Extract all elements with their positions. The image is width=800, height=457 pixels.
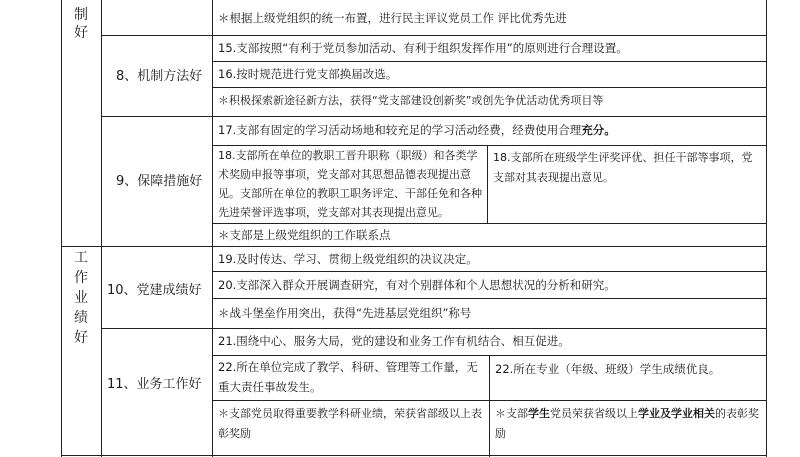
category-part1-label: 制 好 [74, 7, 88, 41]
cat10-label: 10、党建成绩好 [107, 283, 202, 298]
category-part2-label: 工 作 业 绩 好 [74, 250, 88, 346]
split-divider-22 [489, 356, 490, 457]
cat11-row22-right: 22.所在专业（年级、班级）学生成绩优良。 [495, 362, 721, 376]
star-right-bold2: 学业及学业相关 [638, 407, 715, 420]
cat11-row22-left: 22.所在单位完成了教学、科研、管理等工作量，无重大责任事故发生。 [218, 360, 478, 394]
cat9-row17-bold: 充分。 [581, 123, 616, 137]
row-line-21 [212, 355, 767, 356]
cat11-star-left: ＊支部党员取得重要教学科研业绩，荣获省部级以上表彰奖励 [218, 407, 482, 440]
row-line-top-star [101, 35, 767, 36]
row-line-part1-end [61, 246, 767, 247]
row-line-22 [212, 400, 767, 401]
cat8-row16: 16.按时规范进行党支部换届改选。 [218, 67, 398, 81]
cat10-row19: 19.及时传达、学习、贯彻上级党组织的决议决定。 [218, 252, 478, 266]
row-line-15 [212, 61, 767, 62]
cat9-row18-right: 18.支部所在班级学生评奖评优、担任干部等事项，党支部对其表现提出意见。 [493, 151, 753, 184]
star-right-part1: ＊支部 [495, 407, 528, 420]
cat8-row15: 15.支部按照“有利于党员参加活动、有利于组织发挥作用”的原则进行合理设置。 [218, 41, 628, 55]
star-right-part3: 的表彰奖励 [495, 407, 759, 440]
cat9-star: ＊支部是上级党组织的工作联系点 [218, 228, 391, 242]
row-line-cat10-end [101, 328, 767, 329]
row-line-cat8-end [101, 116, 767, 117]
top-star-text: ＊根据上级党组织的统一布置，进行民主评议党员工作 评比优秀先进 [218, 11, 567, 25]
cat11-star-right [495, 404, 761, 444]
col-divider-2 [212, 0, 213, 457]
cat8-star: ＊积极探索新途径新方法，获得“党支部建设创新奖”或创先争优活动优秀项目等 [218, 94, 604, 107]
row-line-19 [212, 271, 767, 272]
cat10-star: ＊战斗堡垒作用突出，获得“先进基层党组织”称号 [218, 306, 472, 320]
table-border-right [766, 0, 767, 457]
split-divider-18 [487, 146, 488, 223]
cat9-row17-text: 17.支部有固定的学习活动场地和较充足的学习活动经费，经费使用合理 [218, 123, 582, 137]
cat9-row17 [218, 120, 616, 140]
cat11-label: 11、业务工作好 [107, 377, 202, 392]
cat8-label: 8、机制方法好 [116, 69, 203, 84]
row-line-20 [212, 298, 767, 299]
table-border-bottom [61, 455, 767, 456]
star-right-part2: 党员荣获省级以上 [550, 407, 638, 420]
cat9-row18-left: 18.支部所在单位的教职工晋升职称（职级）和各类学术奖励申报等事项，党支部对其思想品德表现提出意见。支部所在单位的教职工职务评定、干部任免和各种先进荣誉评选事项，党支部对其表现提出意见。 [218, 149, 482, 219]
col-divider-1 [101, 0, 102, 457]
star-right-bold1: 学生 [528, 407, 550, 420]
cat11-row21: 21.围绕中心、服务大局，党的建设和业务工作有机结合、相互促进。 [218, 334, 570, 348]
row-line-18 [212, 223, 767, 224]
table-border-left [61, 0, 62, 457]
cat9-label: 9、保障措施好 [116, 174, 203, 189]
row-line-16 [212, 87, 767, 88]
cat10-row20: 20.支部深入群众开展调查研究，有对个别群体和个人思想状况的分析和研究。 [218, 278, 616, 292]
